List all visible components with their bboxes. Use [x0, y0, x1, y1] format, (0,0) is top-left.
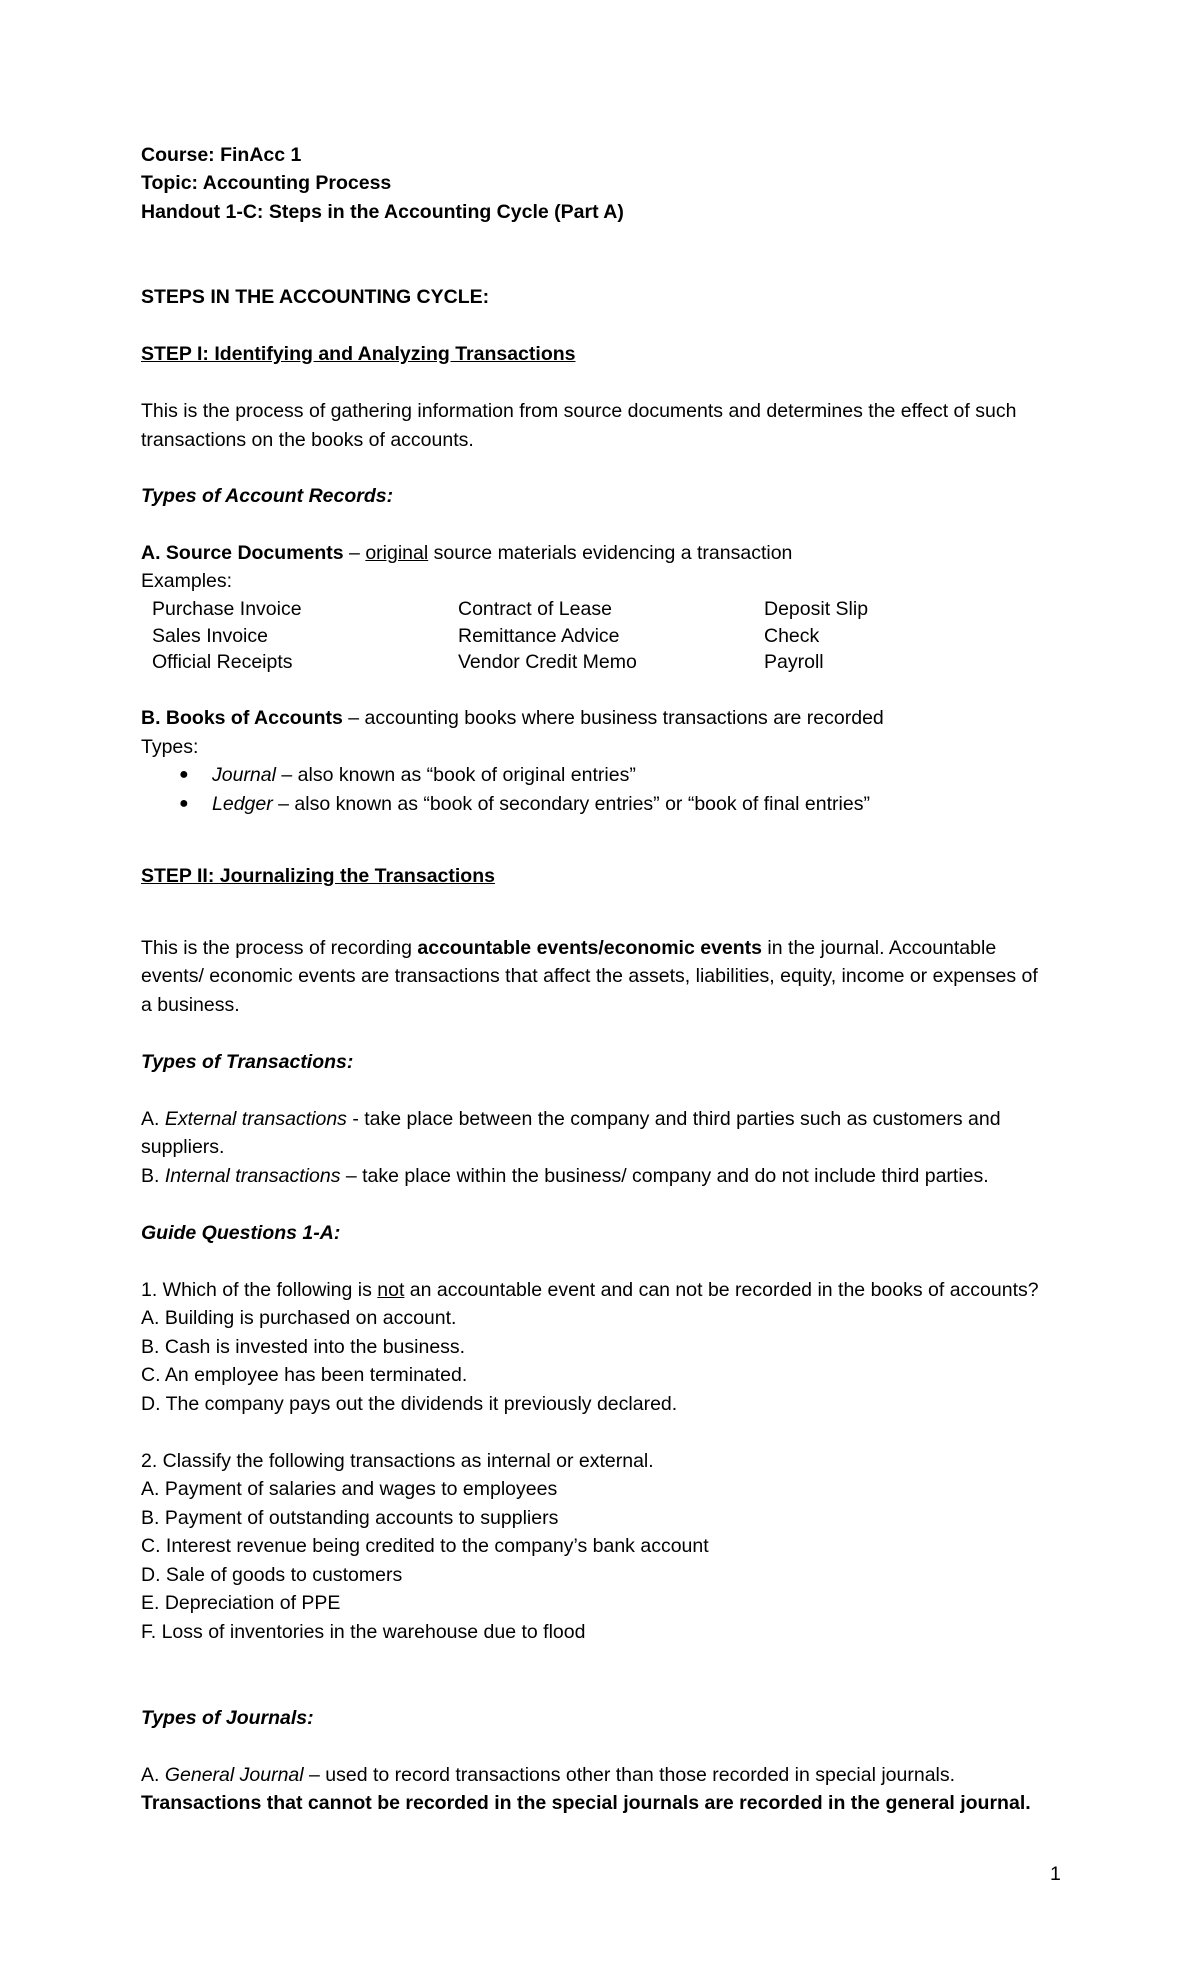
example-cell: Check [764, 625, 820, 647]
example-cell: Vendor Credit Memo [458, 651, 637, 673]
transactions-heading: Types of Transactions: [141, 1051, 354, 1073]
q2-option: D. Sale of goods to customers [141, 1564, 403, 1586]
internal-transactions-line [141, 1164, 989, 1188]
example-cell: Remittance Advice [458, 625, 620, 647]
source-documents-label: A. Source Documents [141, 542, 344, 564]
example-cell: Official Receipts [152, 651, 293, 673]
ledger-desc: – also known as “book of secondary entries” or “book of final entries” [272, 793, 870, 815]
q1-not: not [377, 1279, 405, 1301]
int-term: Internal transactions [164, 1165, 341, 1187]
dash: – [343, 542, 366, 564]
account-records-heading: Types of Account Records: [141, 485, 394, 507]
ext-term: External transactions [164, 1108, 347, 1130]
journal-desc: – also known as “book of original entries” [275, 764, 636, 786]
main-heading: STEPS IN THE ACCOUNTING CYCLE: [141, 286, 490, 308]
books-of-accounts-label: B. Books of Accounts [141, 707, 343, 729]
example-cell: Contract of Lease [458, 598, 612, 620]
int-prefix: B. [141, 1165, 165, 1187]
journals-heading: Types of Journals: [141, 1707, 314, 1729]
step2-para-bold: accountable events/economic events [417, 937, 763, 959]
example-cell: Deposit Slip [764, 598, 869, 620]
guide-questions-heading: Guide Questions 1-A: [141, 1222, 341, 1244]
course-line: Course: FinAcc 1 [141, 144, 302, 166]
int-desc: – take place within the business/ company and do not include third parties. [340, 1165, 989, 1187]
general-journal-line [141, 1763, 955, 1787]
step2-paragraph-line3: a business. [141, 994, 240, 1016]
q1-pre: 1. Which of the following is [141, 1279, 378, 1301]
external-transactions-line [141, 1107, 1001, 1131]
examples-label: Examples: [141, 570, 233, 592]
source-documents-definition [141, 541, 792, 565]
q2-option: A. Payment of salaries and wages to employees [141, 1478, 558, 1500]
journal-bullet-item [212, 763, 636, 787]
step1-paragraph-line2: transactions on the books of accounts. [141, 429, 474, 451]
bullet-icon: ● [179, 795, 189, 812]
page-number: 1 [1050, 1863, 1061, 1885]
step2-paragraph-line1 [141, 936, 996, 960]
original-word: original [365, 542, 429, 564]
q1-post: an accountable event and can not be recorded in the books of accounts? [404, 1279, 1039, 1301]
step2-title: STEP II: Journalizing the Transactions [141, 865, 495, 887]
external-transactions-line2: suppliers. [141, 1136, 225, 1158]
example-cell: Payroll [764, 651, 824, 673]
step1-title: STEP I: Identifying and Analyzing Transactions [141, 343, 576, 365]
ledger-term: Ledger [212, 793, 273, 815]
topic-line: Topic: Accounting Process [141, 172, 392, 194]
gen-term: General Journal [164, 1764, 304, 1786]
step2-para-pre: This is the process of recording [141, 937, 418, 959]
types-label: Types: [141, 736, 199, 758]
q2-option: B. Payment of outstanding accounts to suppliers [141, 1507, 559, 1529]
q2-option: E. Depreciation of PPE [141, 1592, 341, 1614]
q1-option: D. The company pays out the dividends it previously declared. [141, 1393, 678, 1415]
q1-option: B. Cash is invested into the business. [141, 1336, 466, 1358]
ext-prefix: A. [141, 1108, 165, 1130]
question-2: 2. Classify the following transactions as internal or external. [141, 1450, 654, 1472]
step1-paragraph-line1: This is the process of gathering information from source documents and determines the effect of such [141, 400, 1017, 422]
step2-paragraph-line2: events/ economic events are transactions that affect the assets, liabilities, equity, income or expenses of [141, 965, 1038, 987]
q1-option: C. An employee has been terminated. [141, 1364, 468, 1386]
books-of-accounts-rest: – accounting books where business transactions are recorded [342, 707, 884, 729]
q2-option: C. Interest revenue being credited to the company’s bank account [141, 1535, 709, 1557]
example-cell: Purchase Invoice [152, 598, 302, 620]
step2-para-post: in the journal. Accountable [762, 937, 997, 959]
books-of-accounts-definition [141, 706, 884, 730]
source-documents-rest: source materials evidencing a transaction [428, 542, 793, 564]
q2-option: F. Loss of inventories in the warehouse due to flood [141, 1621, 586, 1643]
handout-title: Handout 1-C: Steps in the Accounting Cycle (Part A) [141, 201, 624, 223]
ledger-bullet-item [212, 792, 870, 816]
question-1 [141, 1278, 1039, 1302]
ext-desc: - take place between the company and third parties such as customers and [346, 1108, 1001, 1130]
gen-prefix: A. [141, 1764, 165, 1786]
q1-option: A. Building is purchased on account. [141, 1307, 457, 1329]
gen-desc: – used to record transactions other than those recorded in special journals. [303, 1764, 956, 1786]
general-journal-note: Transactions that cannot be recorded in the special journals are recorded in the general journal. [141, 1792, 1031, 1814]
journal-term: Journal [212, 764, 276, 786]
bullet-icon: ● [179, 766, 189, 783]
example-cell: Sales Invoice [152, 625, 268, 647]
